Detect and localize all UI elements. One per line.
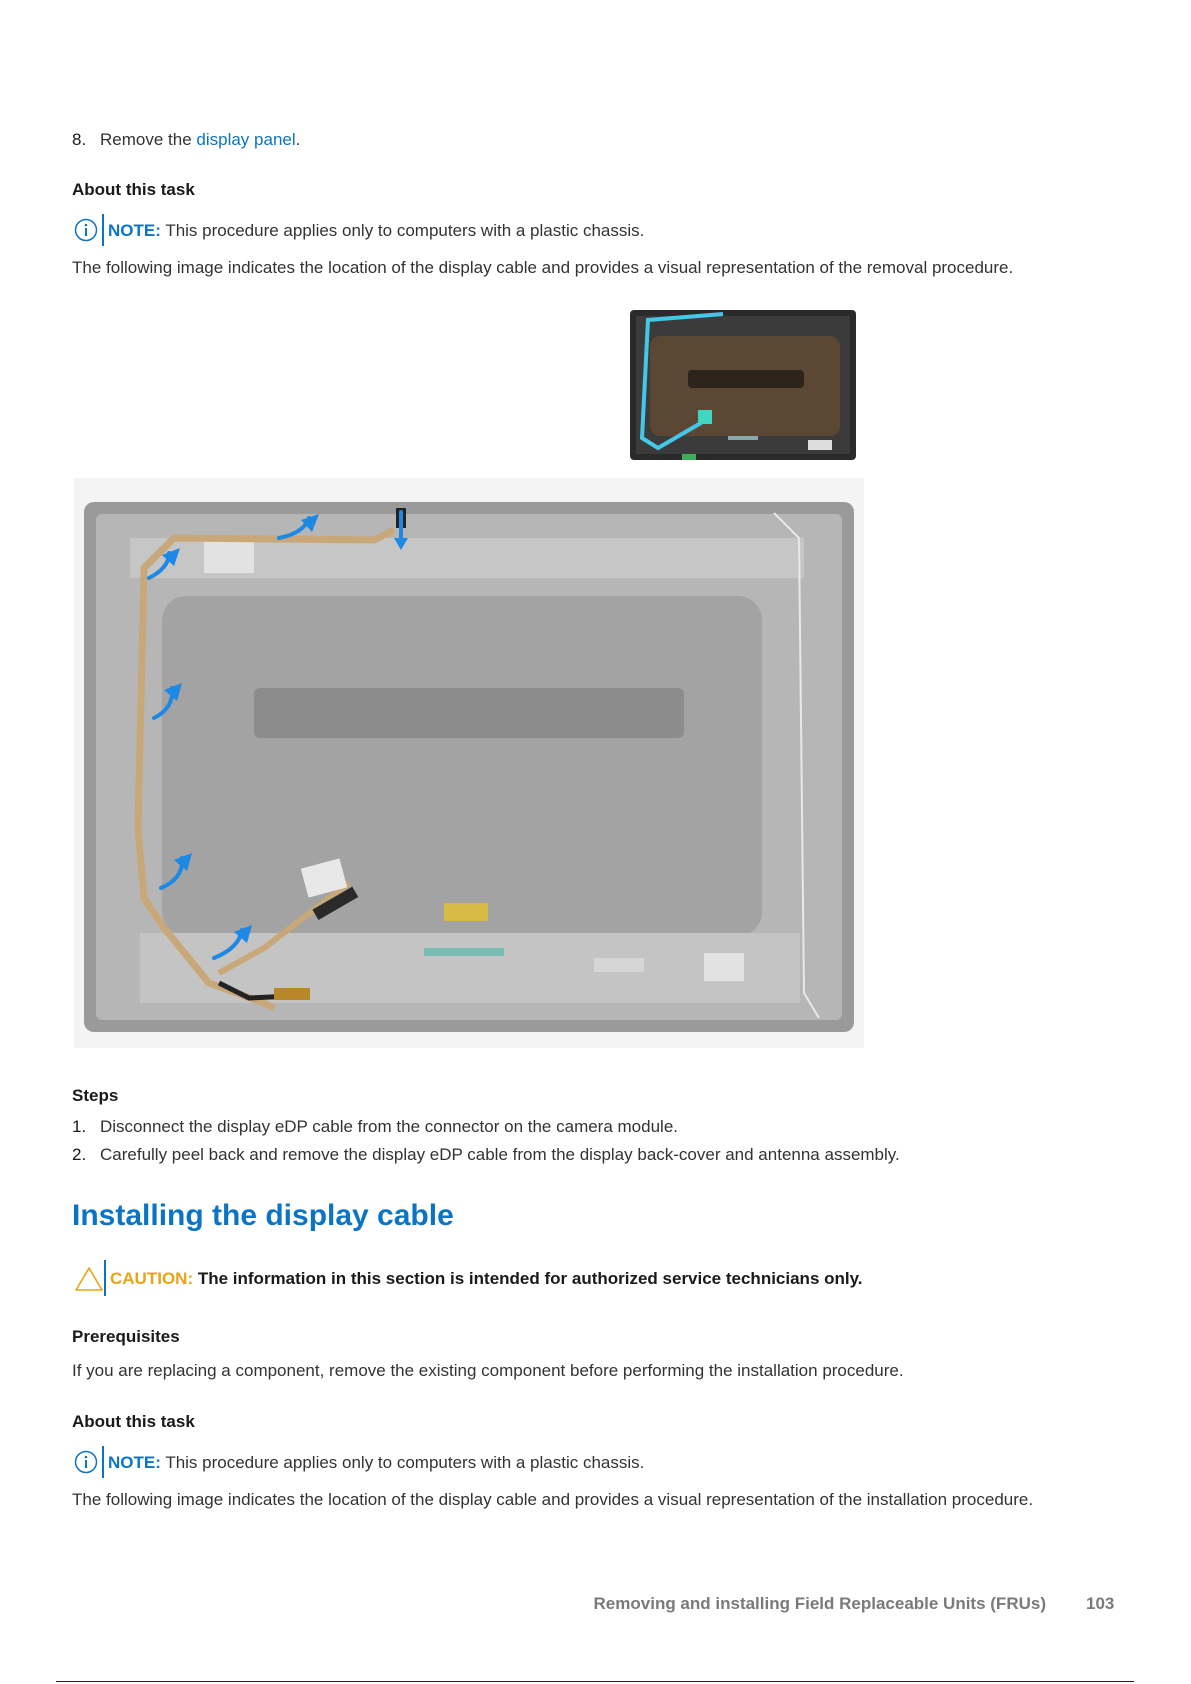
caution-box xyxy=(72,1260,1072,1296)
note-box xyxy=(72,214,972,246)
footer-section-title: Removing and installing Field Replaceable Units (FRUs) xyxy=(593,1594,1046,1613)
step-prefix: Remove the xyxy=(100,130,197,149)
caution-text: The information in this section is intended for authorized service technicians only. xyxy=(197,1269,863,1288)
step-text: Carefully peel back and remove the display eDP cable from the display back-cover and antenna assembly. xyxy=(100,1145,900,1164)
step-number: 2. xyxy=(72,1145,87,1164)
steps-heading: Steps xyxy=(72,1086,119,1105)
section-title: Installing the display cable xyxy=(72,1199,454,1232)
info-icon xyxy=(74,1450,98,1474)
note-label: NOTE: xyxy=(108,221,161,240)
display-cable-removal-image xyxy=(74,478,864,1048)
prerequisites-text: If you are replacing a component, remove the existing component before performing the installation procedure. xyxy=(72,1361,904,1380)
warning-triangle-icon xyxy=(74,1266,104,1292)
step-text xyxy=(100,130,300,150)
note-bar xyxy=(102,214,104,246)
caution-label: CAUTION: xyxy=(110,1269,194,1288)
step-number: 1. xyxy=(72,1117,87,1136)
note-label: NOTE: xyxy=(108,1453,161,1472)
footer-rule xyxy=(56,1681,1134,1682)
page-number: 103 xyxy=(1086,1594,1115,1613)
list-item xyxy=(72,1145,900,1165)
step-8 xyxy=(72,130,300,150)
prerequisites-heading: Prerequisites xyxy=(72,1327,180,1346)
about-task-heading: About this task xyxy=(72,1412,195,1431)
note-bar xyxy=(102,1446,104,1478)
removal-intro: The following image indicates the location of the display cable and provides a visual representation of the removal procedure. xyxy=(72,258,1014,277)
about-task-heading: About this task xyxy=(72,180,195,199)
step-suffix: . xyxy=(295,130,301,149)
note-box xyxy=(72,1446,972,1478)
info-icon xyxy=(74,218,98,242)
step-text: Disconnect the display eDP cable from the connector on the camera module. xyxy=(100,1117,678,1136)
display-panel-link[interactable]: display panel xyxy=(196,130,296,149)
list-item xyxy=(72,1117,678,1137)
display-cable-thumbnail-image xyxy=(628,308,858,464)
note-text: This procedure applies only to computers with a plastic chassis. xyxy=(165,221,645,240)
caution-bar xyxy=(104,1260,106,1296)
note-text: This procedure applies only to computers with a plastic chassis. xyxy=(165,1453,645,1472)
installation-intro: The following image indicates the location of the display cable and provides a visual representation of the installation procedure. xyxy=(72,1490,1034,1509)
step-number: 8. xyxy=(72,130,87,149)
